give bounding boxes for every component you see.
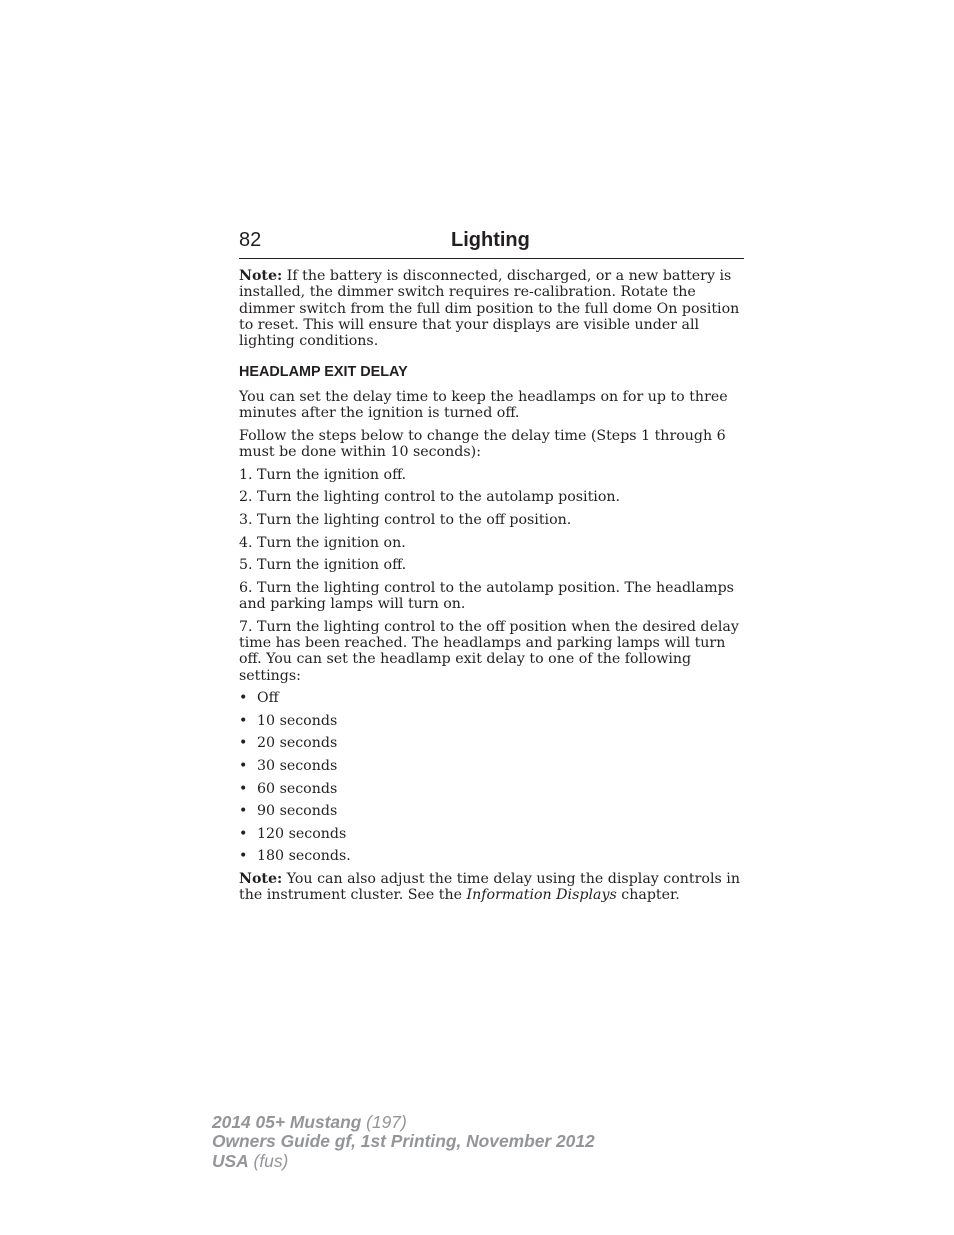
bullet-icon: • [239, 735, 248, 752]
intro-paragraph: You can set the delay time to keep the headlamps on for up to three minutes after the ignition is turned off. [239, 389, 728, 422]
display-controls-note [239, 871, 744, 904]
footer-market-code: (fus) [248, 1150, 289, 1171]
list-item [239, 735, 744, 751]
page-header [239, 228, 744, 259]
list-item [239, 848, 744, 864]
steps-intro-paragraph: Follow the steps below to change the delay time (Steps 1 through 6 must be done within 10 seconds): [239, 427, 726, 461]
bullet-icon: • [239, 803, 248, 820]
setting-label: 90 seconds [257, 803, 338, 820]
note-text: You can also adjust the time delay using the display controls in the instrument cluster. See the [239, 870, 740, 904]
step-2: 2. Turn the lighting control to the autolamp position. [239, 489, 621, 506]
note-label: Note: [239, 870, 283, 887]
section-title: Lighting [451, 229, 530, 251]
setting-label: Off [257, 690, 279, 707]
step-3: 3. Turn the lighting control to the off position. [239, 512, 572, 529]
page-content [239, 268, 744, 910]
setting-label: 120 seconds [257, 825, 347, 842]
setting-label: 60 seconds [257, 780, 338, 797]
battery-note [239, 268, 744, 349]
step-6: 6. Turn the lighting control to the autolamp position. The headlamps and parking lamps will turn on. [239, 579, 734, 613]
bullet-icon: • [239, 757, 248, 774]
step-7: 7. Turn the lighting control to the off position when the desired delay time has been reached. The headlamps and parking lamps will turn off. You can set the headlamp exit delay to one of the following settings: [239, 618, 739, 684]
headlamp-exit-delay-heading: HEADLAMP EXIT DELAY [239, 364, 408, 381]
list-item [239, 690, 744, 706]
step-4: 4. Turn the ignition on. [239, 534, 406, 551]
list-item [239, 826, 744, 842]
footer-guide-line [212, 1132, 595, 1151]
setting-label: 180 seconds. [257, 848, 351, 865]
footer-market-line [212, 1152, 595, 1171]
step-5: 5. Turn the ignition off. [239, 557, 407, 574]
setting-label: 30 seconds [257, 757, 338, 774]
page-footer [212, 1113, 595, 1171]
bullet-icon: • [239, 712, 248, 729]
note-text-end: chapter. [616, 887, 680, 904]
bullet-icon: • [239, 825, 248, 842]
footer-guide: Owners Guide gf, 1st Printing, November 2012 [212, 1131, 595, 1152]
list-item [239, 781, 744, 797]
page-number: 82 [239, 229, 262, 251]
chapter-reference: Information Displays [466, 887, 617, 904]
footer-model: 2014 05+ Mustang [212, 1112, 362, 1132]
step-1: 1. Turn the ignition off. [239, 466, 407, 483]
delay-settings-list [239, 690, 744, 864]
bullet-icon: • [239, 780, 248, 797]
list-item [239, 803, 744, 819]
note-text: If the battery is disconnected, discharged, or a new battery is installed, the dimmer switch requires re-calibration. Rotate the dimmer switch from the full dim position to the full dome On position to reset. This will ensure that your displays are visible under all lighting conditions. [239, 268, 740, 350]
list-item [239, 713, 744, 729]
setting-label: 10 seconds [257, 712, 338, 729]
bullet-icon: • [239, 848, 248, 865]
footer-model-code: (197) [361, 1112, 407, 1132]
footer-market: USA [212, 1150, 249, 1171]
setting-label: 20 seconds [257, 735, 338, 752]
list-item [239, 758, 744, 774]
footer-model-line [212, 1113, 595, 1132]
note-label: Note: [239, 268, 283, 284]
bullet-icon: • [239, 690, 248, 707]
